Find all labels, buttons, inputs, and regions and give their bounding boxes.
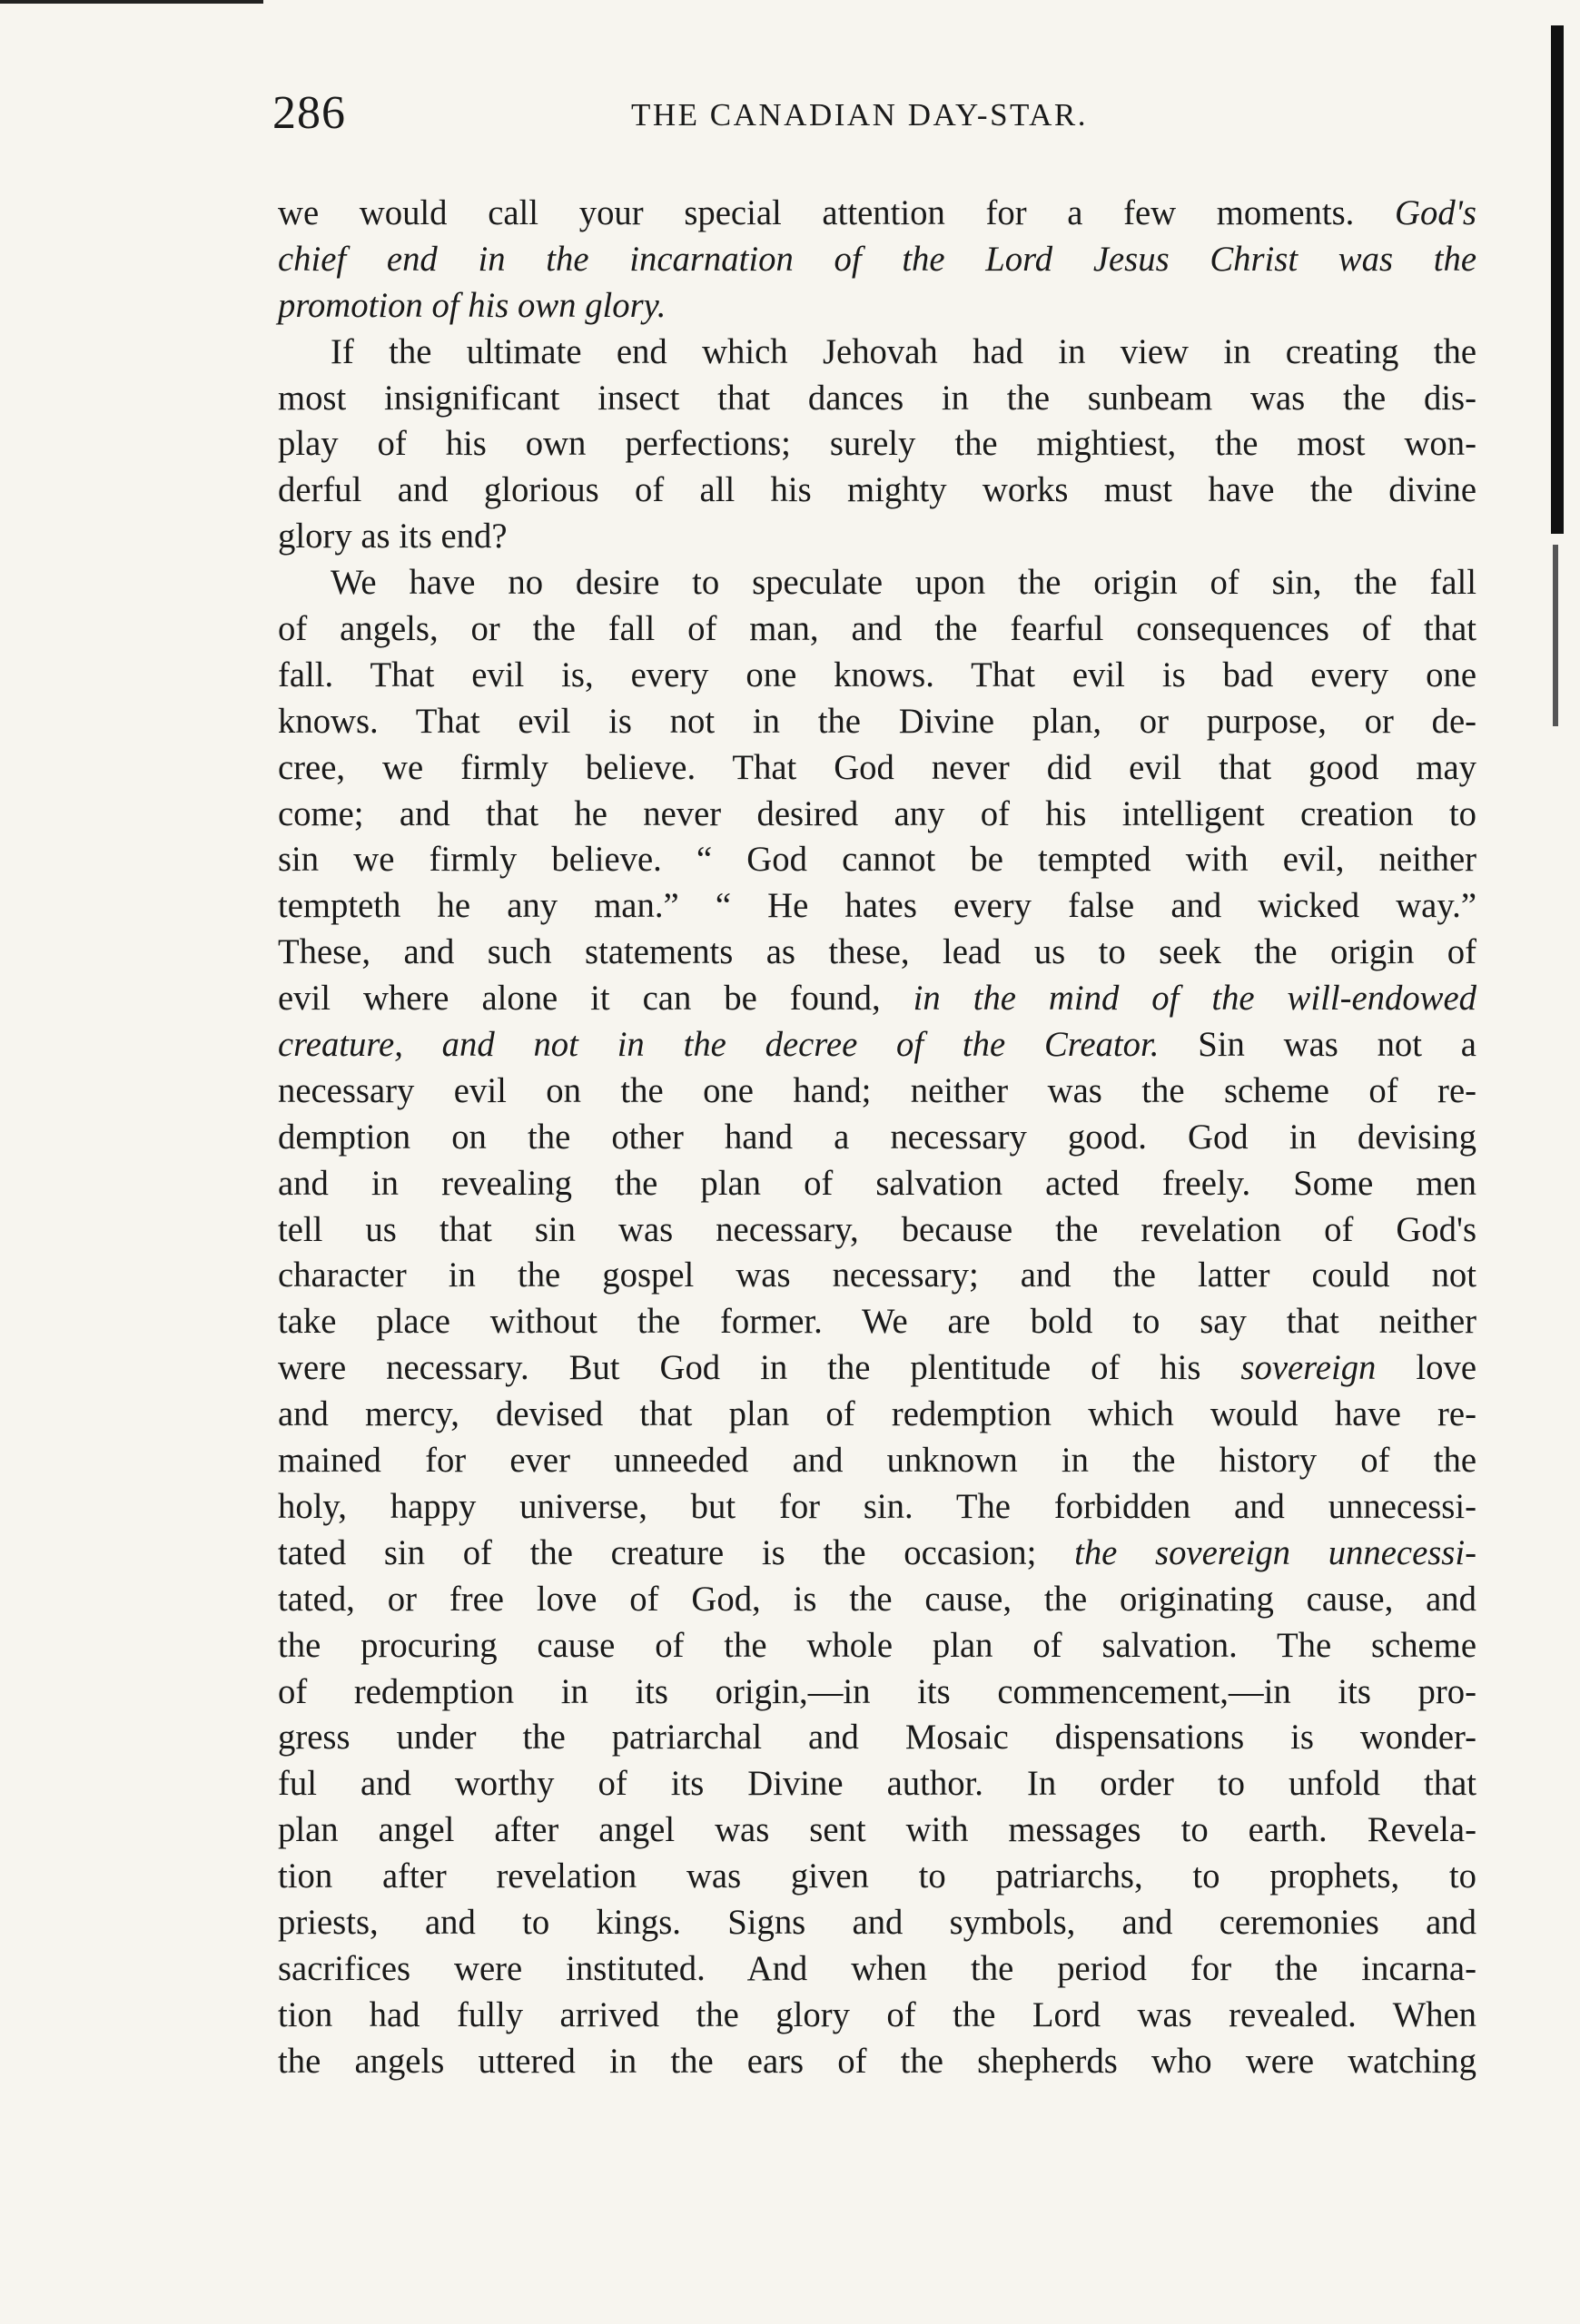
text-line: sin we firmly believe. “ God cannot be tempted with evil, neither xyxy=(278,841,1476,880)
text-line: promotion of his own glory. xyxy=(278,286,667,325)
text-line: tion had fully arrived the glory of the Lord was revealed. When xyxy=(278,1995,1476,2034)
text-line: If the ultimate end which Jehovah had in view in creating the xyxy=(331,332,1476,371)
text-line: holy, happy universe, but for sin. The forbidden and unnecessi- xyxy=(278,1487,1476,1526)
text-line: chief end in the incarnation of the Lord Jesus Christ was the xyxy=(278,240,1476,279)
page-number: 286 xyxy=(272,87,346,139)
text-line: the angels uttered in the ears of the shepherds who were watching xyxy=(278,2042,1476,2081)
text-line: glory as its end? xyxy=(278,517,508,556)
text-line: sacrifices were instituted. And when the period for the incarna- xyxy=(278,1949,1476,1988)
running-head: THE CANADIAN DAY-STAR. xyxy=(631,97,1088,133)
text-line: and mercy, devised that plan of redemption which would have re- xyxy=(278,1395,1476,1434)
text-line: tion after revelation was given to patriarchs, to prophets, to xyxy=(278,1857,1476,1896)
text-line: of angels, or the fall of man, and the fearful consequences of that xyxy=(278,610,1476,649)
text-line: the procuring cause of the whole plan of salvation. The scheme xyxy=(278,1626,1476,1665)
text-line: creature, and not in the decree of the Creator. Sin was not a xyxy=(278,1026,1476,1065)
text-line: gress under the patriarchal and Mosaic dispensations is wonder- xyxy=(278,1718,1476,1758)
text-line: play of his own perfections; surely the mightiest, the most won- xyxy=(278,425,1476,464)
text-line: cree, we firmly believe. That God never did evil that good may xyxy=(278,748,1476,787)
text-line: knows. That evil is not in the Divine plan, or purpose, or de- xyxy=(278,702,1476,741)
text-line: character in the gospel was necessary; and the latter could not xyxy=(278,1256,1476,1295)
text-line: come; and that he never desired any of his intelligent creation to xyxy=(278,794,1476,833)
text-line: fall. That evil is, every one knows. That evil is bad every one xyxy=(278,655,1476,694)
text-line: tell us that sin was necessary, because the revelation of God's xyxy=(278,1210,1476,1249)
text-line: tated sin of the creature is the occasion; the sovereign unnecessi- xyxy=(278,1533,1476,1572)
page-header xyxy=(272,86,1480,150)
text-line: demption on the other hand a necessary good. God in devising xyxy=(278,1118,1476,1157)
text-line: priests, and to kings. Signs and symbols, and ceremonies and xyxy=(278,1903,1476,1942)
text-line: These, and such statements as these, lead us to seek the origin of xyxy=(278,933,1476,972)
top-rule xyxy=(0,0,263,4)
text-line: plan angel after angel was sent with messages to earth. Revela- xyxy=(278,1811,1476,1850)
text-line: and in revealing the plan of salvation acted freely. Some men xyxy=(278,1164,1476,1203)
text-line: necessary evil on the one hand; neither was the scheme of re- xyxy=(278,1071,1476,1110)
text-line: mained for ever unneeded and unknown in the history of the xyxy=(278,1442,1476,1481)
text-line: evil where alone it can be found, in the mind of the will-endowed xyxy=(278,980,1476,1019)
body-text xyxy=(278,191,1476,2085)
text-line: tempteth he any man.” “ He hates every false and wicked way.” xyxy=(278,887,1476,926)
text-line: were necessary. But God in the plentitude of his sovereign love xyxy=(278,1349,1476,1388)
page-edge-bar xyxy=(1551,25,1564,534)
text-line: we would call your special attention for a few moments. God's xyxy=(278,194,1476,232)
text-line: tated, or free love of God, is the cause, the originating cause, and xyxy=(278,1580,1476,1619)
text-line: most insignificant insect that dances in the sunbeam was the dis- xyxy=(278,379,1476,418)
text-line: We have no desire to speculate upon the origin of sin, the fall xyxy=(331,564,1476,603)
text-line: take place without the former. We are bold to say that neither xyxy=(278,1303,1476,1342)
text-line: ful and worthy of its Divine author. In order to unfold that xyxy=(278,1765,1476,1804)
text-line: derful and glorious of all his mighty works must have the divine xyxy=(278,471,1476,510)
text-line: of redemption in its origin,—in its commencement,—in its pro- xyxy=(278,1672,1476,1711)
page-edge-bar-lower xyxy=(1553,545,1558,726)
